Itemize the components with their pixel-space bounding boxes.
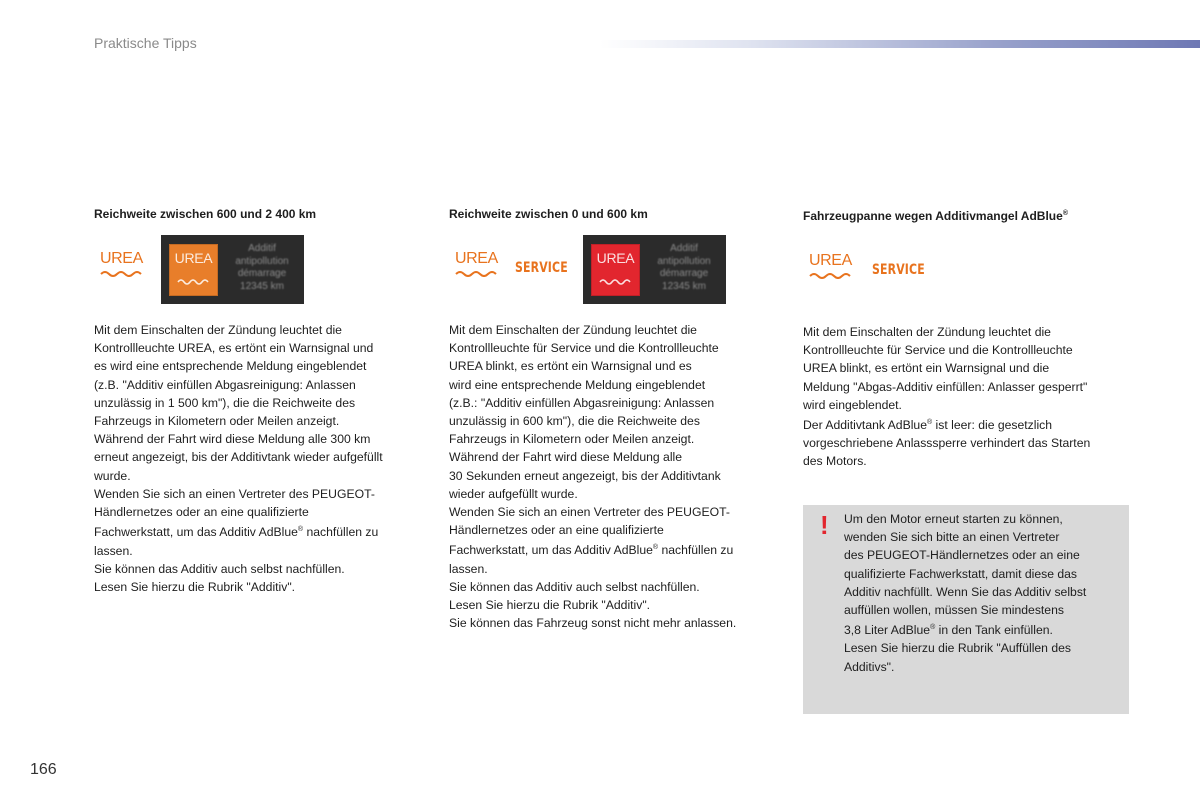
exclamation-icon: ! [820,510,829,540]
text-line: Additivs". [844,659,895,674]
text-line: Sie können das Fahrzeug sonst nicht mehr anlassen. [449,616,737,631]
wave-icon [809,271,855,279]
text-line: lassen. [449,561,488,576]
indicator-icons [803,237,1143,307]
urea-lamp-label: UREA [100,250,143,267]
text-line: 30 Sekunden erneut angezeigt, bis der Additivtank [449,468,721,483]
urea-display-tile [169,244,218,296]
text-line: lassen. [94,543,133,558]
text-line: Fahrzeugs in Kilometern oder Meilen anzeigt. [94,414,340,429]
indicator-icons [94,235,424,305]
text-line: wird eine entsprechende Meldung eingeblendet [449,377,706,392]
warning-text [844,510,1114,676]
text-line: Mit dem Einschalten der Zündung leuchtet die [803,325,1051,339]
text-line: Kontrollleuchte für Service und die Kontrollleuchte [449,341,719,356]
text-line: Um den Motor erneut starten zu können, [844,512,1063,526]
display-line: 12345 km [662,280,706,292]
display-line: Additif [670,243,698,254]
text-line: Händlernetzes oder an eine qualifizierte [449,523,664,538]
text-line: Sie können das Additiv auch selbst nachfüllen. [449,579,700,594]
text-line: Wenden Sie sich an einen Vertreter des PEUGEOT- [449,505,730,520]
wave-icon [177,277,211,285]
warning-note [803,505,1129,714]
wave-icon [455,269,501,277]
text-line: wenden Sie sich bitte an einen Vertreter [844,530,1060,545]
text-line: UREA blinkt, es ertönt ein Warnsignal und es [449,359,692,374]
wave-icon [100,269,146,277]
text-line: Meldung "Abgas-Additiv einfüllen: Anlasser gesperrt" [803,379,1088,394]
section-title: Praktische Tipps [94,35,197,51]
text-line: des PEUGEOT-Händlernetzes oder an eine [844,548,1080,563]
text-line: vorgeschriebene Anlasssperre verhindert das Starten [803,436,1091,451]
display-line: Additif [248,243,276,254]
display-tile-label: UREA [174,250,213,266]
column-body [94,321,424,596]
urea-lamp-label: UREA [809,252,852,269]
urea-warning-lamp-icon [809,252,857,279]
text-line: unzulässig in 1 500 km"), die die Reichweite des [94,395,356,410]
text-line: Fahrzeugs in Kilometern oder Meilen anzeigt. [449,432,695,447]
display-line: antipollution [235,255,289,267]
display-line: démarrage [659,268,709,279]
display-message [645,243,723,293]
text-line: Kontrollleuchte UREA, es ertönt ein Warnsignal und [94,341,374,356]
column-heading: Reichweite zwischen 600 und 2 400 km [94,207,317,221]
column-range-0-600 [449,206,779,633]
text-line: Fachwerkstatt, um das Additiv AdBlue® nachfüllen zu [94,525,379,540]
text-line: des Motors. [803,454,867,469]
text-line: UREA blinkt, es ertönt ein Warnsignal und die [803,361,1050,376]
text-line: unzulässig in 600 km"), die die Reichweite des [449,414,700,429]
text-line: Lesen Sie hierzu die Rubrik "Auffüllen des [844,641,1071,656]
column-body [449,321,779,633]
instrument-display [161,235,304,304]
text-line: Mit dem Einschalten der Zündung leuchtet die [94,323,342,337]
service-warning-lamp: SERVICE [515,260,568,276]
page-number: 166 [30,761,57,778]
column-breakdown-adblue [803,206,1143,471]
column-range-600-2400 [94,206,424,596]
service-warning-lamp: SERVICE [872,262,925,278]
text-line: Lesen Sie hierzu die Rubrik "Additiv". [449,598,651,613]
text-line: Lesen Sie hierzu die Rubrik "Additiv". [94,579,296,594]
text-line: Sie können das Additiv auch selbst nachfüllen. [94,561,345,576]
indicator-icons [449,235,779,305]
text-line: es wird eine entsprechende Meldung eingeblendet [94,359,367,374]
text-line: wurde. [94,468,131,483]
text-line: Wenden Sie sich an einen Vertreter des PEUGEOT- [94,486,375,501]
text-line: Kontrollleuchte für Service und die Kontrollleuchte [803,343,1073,358]
urea-warning-lamp-icon [100,250,148,277]
text-line: Additiv nachfüllt. Wenn Sie das Additiv selbst [844,584,1087,599]
column-heading: Reichweite zwischen 0 und 600 km [449,207,648,221]
text-line: 3,8 Liter AdBlue® in den Tank einfüllen. [844,623,1053,638]
text-line: Händlernetzes oder an eine qualifizierte [94,505,309,520]
text-line: qualifizierte Fachwerkstatt, damit diese das [844,566,1078,581]
urea-lamp-label: UREA [455,250,498,267]
wave-icon [599,277,633,285]
urea-warning-lamp-icon [455,250,503,277]
text-line: Mit dem Einschalten der Zündung leuchtet die [449,323,697,337]
text-line: wird eingeblendet. [803,397,902,412]
display-line: démarrage [237,268,287,279]
column-body [803,323,1143,471]
urea-display-tile [591,244,640,296]
display-line: antipollution [657,255,711,267]
text-line: Der Additivtank AdBlue® ist leer: die gesetzlich [803,418,1053,433]
display-line: 12345 km [240,280,284,292]
text-line: Während der Fahrt wird diese Meldung alle [449,450,683,465]
text-line: (z.B.: "Additiv einfüllen Abgasreinigung: Anlassen [449,395,715,410]
text-line: (z.B. "Additiv einfüllen Abgasreinigung: Anlassen [94,377,356,392]
text-line: Fachwerkstatt, um das Additiv AdBlue® nachfüllen zu [449,543,734,558]
column-heading: Fahrzeugpanne wegen Additivmangel AdBlue® [803,209,1068,223]
instrument-display [583,235,726,304]
text-line: wieder aufgefüllt wurde. [449,486,578,501]
header-gradient-bar [600,40,1200,48]
display-tile-label: UREA [596,250,635,266]
text-line: Während der Fahrt wird diese Meldung alle 300 km [94,432,371,447]
text-line: erneut angezeigt, bis der Additivtank wieder aufgefüllt [94,450,383,465]
text-line: auffüllen wollen, müssen Sie mindestens [844,603,1064,618]
display-message [223,243,301,293]
